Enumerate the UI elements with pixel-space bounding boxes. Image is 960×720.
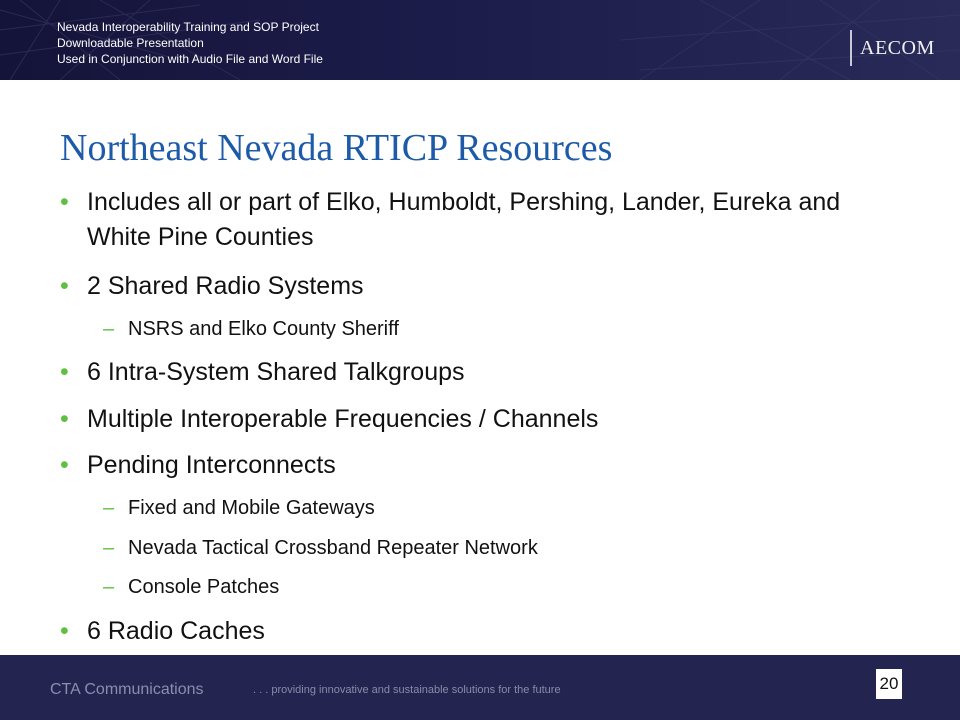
- header-presentation-type: Downloadable Presentation: [57, 36, 204, 50]
- sub-bullet-item: [103, 535, 538, 561]
- bullet-text: Pending Interconnects: [87, 451, 336, 479]
- sub-bullet-text: Fixed and Mobile Gateways: [128, 497, 375, 519]
- sub-bullet-marker: –: [103, 318, 115, 340]
- sub-bullet-text: Console Patches: [128, 576, 280, 598]
- sub-bullet-marker: –: [103, 497, 115, 519]
- bullet-marker: •: [60, 617, 69, 645]
- sub-bullet-text: Nevada Tactical Crossband Repeater Network: [128, 537, 538, 559]
- bullet-text: 6 Radio Caches: [87, 617, 265, 645]
- bullet-item: [60, 614, 900, 649]
- sub-bullet-marker: –: [103, 537, 115, 559]
- page-number: 20: [876, 669, 902, 699]
- bullet-text: 2 Shared Radio Systems: [87, 272, 364, 300]
- footer-company: CTA Communications: [50, 681, 204, 698]
- bullet-marker: •: [60, 272, 69, 300]
- bullet-text: 6 Intra-System Shared Talkgroups: [87, 358, 465, 386]
- sub-bullet-item: [103, 495, 375, 521]
- footer-banner: [0, 655, 960, 720]
- bullet-item: [60, 185, 900, 255]
- bullet-marker: •: [60, 451, 69, 479]
- bullet-item: [60, 355, 900, 390]
- sub-bullet-text: NSRS and Elko County Sheriff: [128, 318, 399, 340]
- header-usage-note: Used in Conjunction with Audio File and Word File: [57, 52, 323, 66]
- bullet-marker: •: [60, 405, 69, 433]
- footer-tagline: . . . providing innovative and sustainable solutions for the future: [253, 684, 561, 696]
- logo-text: AECOM: [860, 36, 935, 59]
- bullet-marker: •: [60, 188, 69, 216]
- sub-bullet-item: [103, 316, 399, 342]
- bullet-text: Includes all or part of Elko, Humboldt, Pershing, Lander, Eureka and White Pine Counties: [87, 188, 841, 251]
- bullet-marker: •: [60, 358, 69, 386]
- bullet-text: Multiple Interoperable Frequencies / Channels: [87, 405, 599, 433]
- bullet-item: [60, 448, 900, 483]
- header-project-title: Nevada Interoperability Training and SOP Project: [57, 20, 319, 34]
- slide-title: Northeast Nevada RTICP Resources: [60, 127, 613, 169]
- bullet-item: [60, 402, 900, 437]
- sub-bullet-marker: –: [103, 576, 115, 598]
- sub-bullet-item: [103, 574, 279, 600]
- bullet-item: [60, 269, 900, 304]
